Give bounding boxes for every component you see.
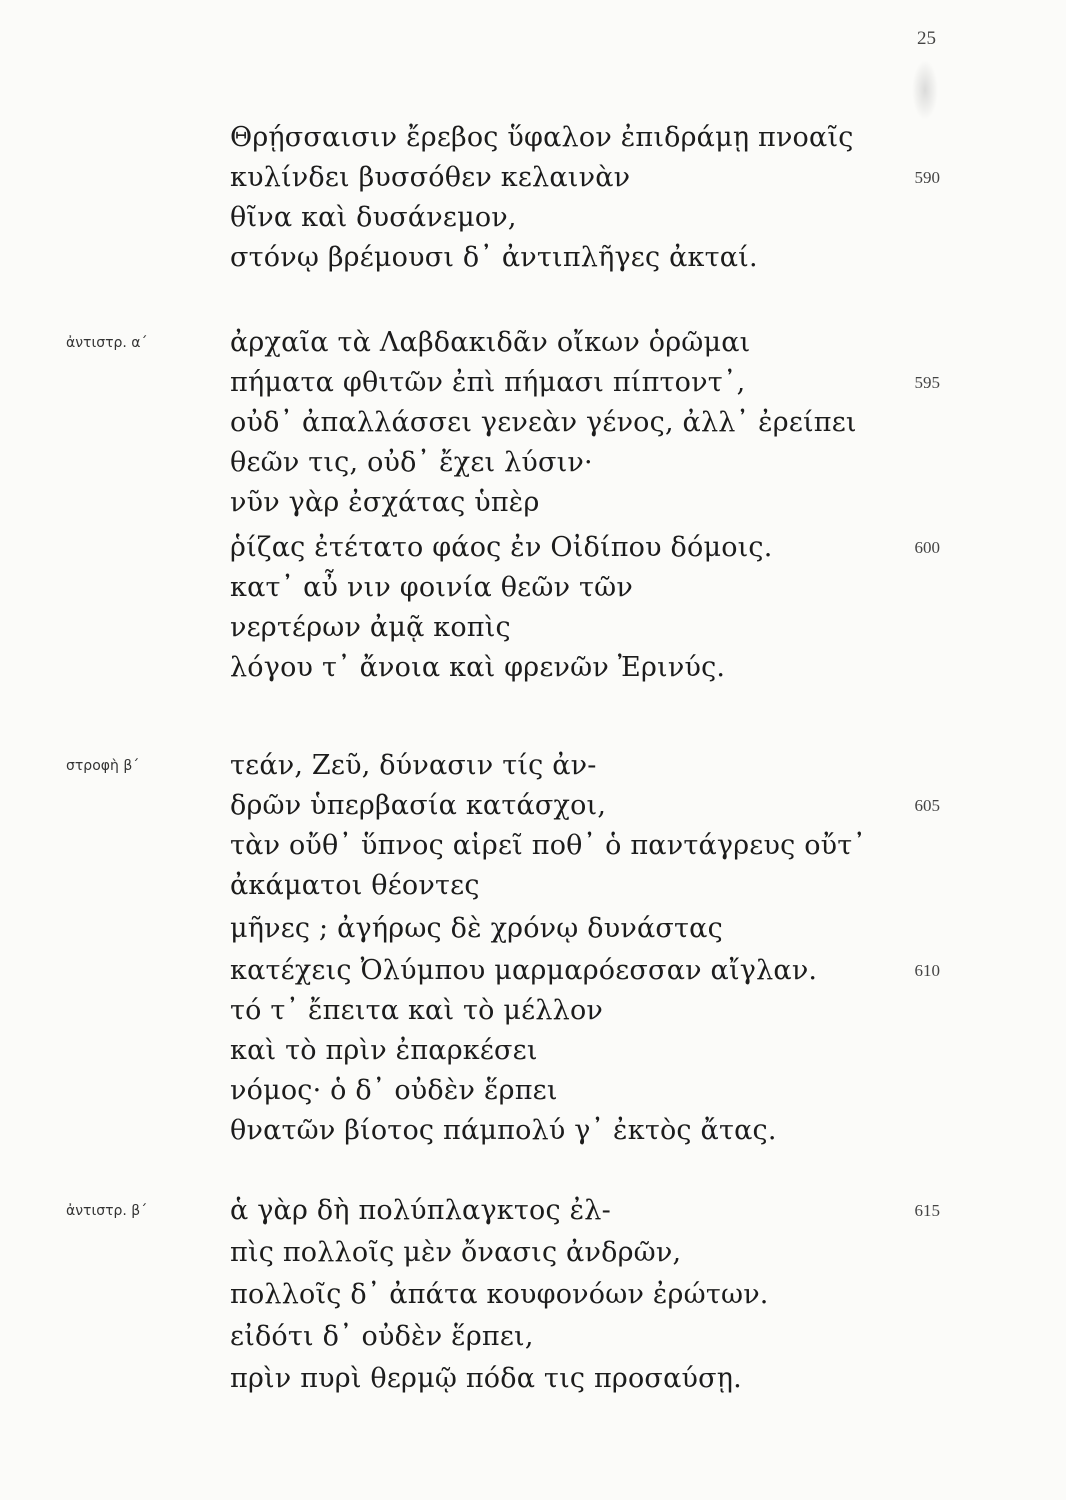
line-number: 600 xyxy=(914,538,940,557)
verse-line: κυλίνδει βυσσόθεν κελαινὰν xyxy=(230,162,631,193)
line-number: 610 xyxy=(914,961,940,980)
verse-line: πολλοῖς δ᾽ ἀπάτα κουφονόων ἐρώτων. xyxy=(230,1279,769,1310)
verse-line: θῖνα καὶ δυσάνεμον, xyxy=(230,202,517,233)
line-number: 595 xyxy=(914,373,940,392)
verse-line: πήματα φθιτῶν ἐπὶ πήμασι πίπτοντ᾽, xyxy=(230,367,746,398)
verse-line: τεάν, Ζεῦ, δύνασιν τίς ἀν- xyxy=(230,750,597,781)
line-number: 605 xyxy=(914,796,940,815)
verse-line: Θρῄσσαισιν ἔρεβος ὕφαλον ἐπιδράμῃ πνοαῖς xyxy=(230,122,854,153)
verse-line: πὶς πολλοῖς μὲν ὄνασις ἀνδρῶν, xyxy=(230,1237,682,1268)
page-number: 25 xyxy=(917,28,936,49)
stanza-label: ἀντιστρ. β΄ xyxy=(66,1203,148,1219)
stanza-label: ἀντιστρ. α΄ xyxy=(66,335,148,351)
stanza-label: στροφὴ β΄ xyxy=(66,758,140,774)
verse-line: θνατῶν βίοτος πάμπολύ γ᾽ ἐκτὸς ἄτας. xyxy=(230,1115,777,1146)
verse-line: οὐδ᾽ ἀπαλλάσσει γενεὰν γένος, ἀλλ᾽ ἐρείπει xyxy=(230,407,857,438)
line-number: 615 xyxy=(914,1201,940,1220)
verse-line: εἰδότι δ᾽ οὐδὲν ἕρπει, xyxy=(230,1321,534,1352)
verse-line: θεῶν τις, οὐδ᾽ ἔχει λύσιν· xyxy=(230,447,593,478)
verse-line: πρὶν πυρὶ θερμῷ πόδα τις προσαύσῃ. xyxy=(230,1363,742,1394)
verse-line: ἀρχαῖα τὰ Λαβδακιδᾶν οἴκων ὁρῶμαι xyxy=(230,327,751,358)
line-number: 590 xyxy=(914,168,940,187)
verse-line: τό τ᾽ ἔπειτα καὶ τὸ μέλλον xyxy=(230,995,604,1026)
verse-line: κατ᾽ αὖ νιν φοινία θεῶν τῶν xyxy=(230,572,633,603)
verse-line: κατέχεις Ὀλύμπου μαρμαρόεσσαν αἴγλαν. xyxy=(230,955,818,986)
page-stain xyxy=(912,60,938,120)
verse-line: νῦν γὰρ ἐσχάτας ὑπὲρ xyxy=(230,487,540,518)
verse-line: ἀκάματοι θέοντες xyxy=(230,870,480,901)
verse-line: καὶ τὸ πρὶν ἐπαρκέσει xyxy=(230,1035,538,1066)
verse-line: στόνῳ βρέμουσι δ᾽ ἀντιπλῆγες ἀκταί. xyxy=(230,242,758,273)
verse-line: ῥίζας ἐτέτατο φάος ἐν Οἰδίπου δόμοις. xyxy=(230,532,773,563)
verse-line: δρῶν ὑπερβασία κατάσχοι, xyxy=(230,790,607,821)
verse-line: ἁ γὰρ δὴ πολύπλαγκτος ἐλ- xyxy=(230,1195,611,1226)
verse-line: τὰν οὔθ᾽ ὕπνος αἱρεῖ ποθ᾽ ὁ παντάγρευς οὔτ᾽ xyxy=(230,830,867,861)
verse-line: νόμος· ὁ δ᾽ οὐδὲν ἕρπει xyxy=(230,1075,558,1106)
verse-line: μῆνες ; ἀγήρως δὲ χρόνῳ δυνάστας xyxy=(230,913,723,944)
verse-line: λόγου τ᾽ ἄνοια καὶ φρενῶν Ἐρινύς. xyxy=(230,652,726,683)
verse-line: νερτέρων ἀμᾷ κοπὶς xyxy=(230,612,511,643)
